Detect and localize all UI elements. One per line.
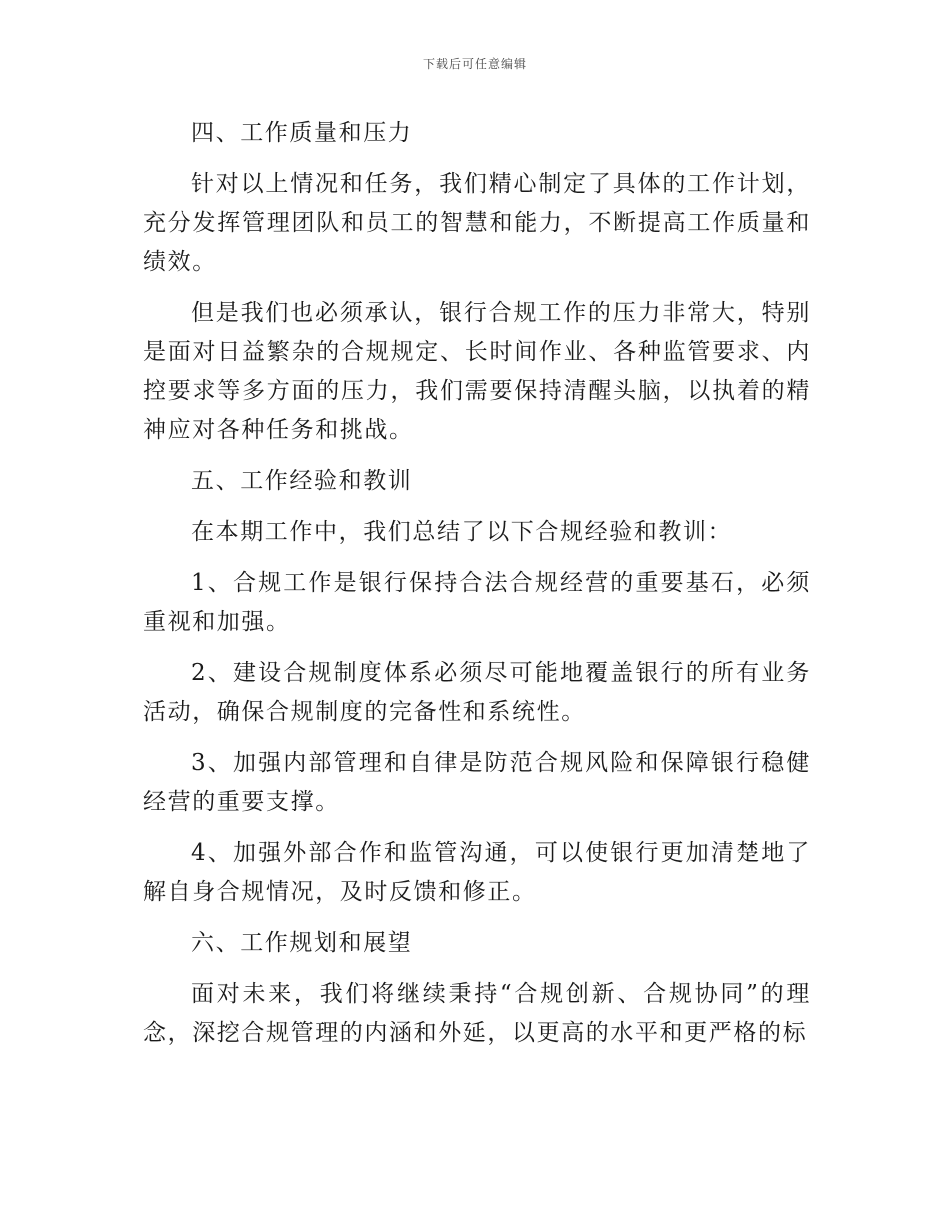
- page-header: 下载后可任意编辑: [422, 57, 527, 71]
- list-item: 4、加强外部合作和监管沟通，可以使银行更加清楚地了解自身合规情况，及时反馈和修正。: [143, 840, 811, 905]
- paragraph: 但是我们也必须承认，银行合规工作的压力非常大，特别是面对日益繁杂的合规规定、长时间作业、各种监管要求、内控要求等多方面的压力，我们需要保持清醒头脑，以执着的精神应对各种任务和挑战。: [143, 300, 811, 443]
- list-item: 1、合规工作是银行保持合法合规经营的重要基石，必须重视和加强。: [143, 570, 811, 635]
- list-item: 3、加强内部管理和自律是防范合规风险和保障银行稳健经营的重要支撑。: [143, 750, 811, 815]
- section-heading-experience: 五、工作经验和教训: [191, 468, 413, 494]
- paragraph: 面对未来，我们将继续秉持“合规创新、合规协同”的理念，深挖合规管理的内涵和外延，以更高的水平和更严格的标: [143, 981, 811, 1046]
- section-heading-planning: 六、工作规划和展望: [191, 930, 413, 956]
- document-body: [143, 114, 811, 1065]
- list-item: 2、建设合规制度体系必须尽可能地覆盖银行的所有业务活动，确保合规制度的完备性和系统性。: [143, 660, 811, 725]
- section-heading-quality: 四、工作质量和压力: [191, 120, 413, 146]
- paragraph: 针对以上情况和任务，我们精心制定了具体的工作计划，充分发挥管理团队和员工的智慧和能力，不断提高工作质量和绩效。: [143, 171, 811, 275]
- paragraph: 在本期工作中，我们总结了以下合规经验和教训：: [191, 519, 733, 545]
